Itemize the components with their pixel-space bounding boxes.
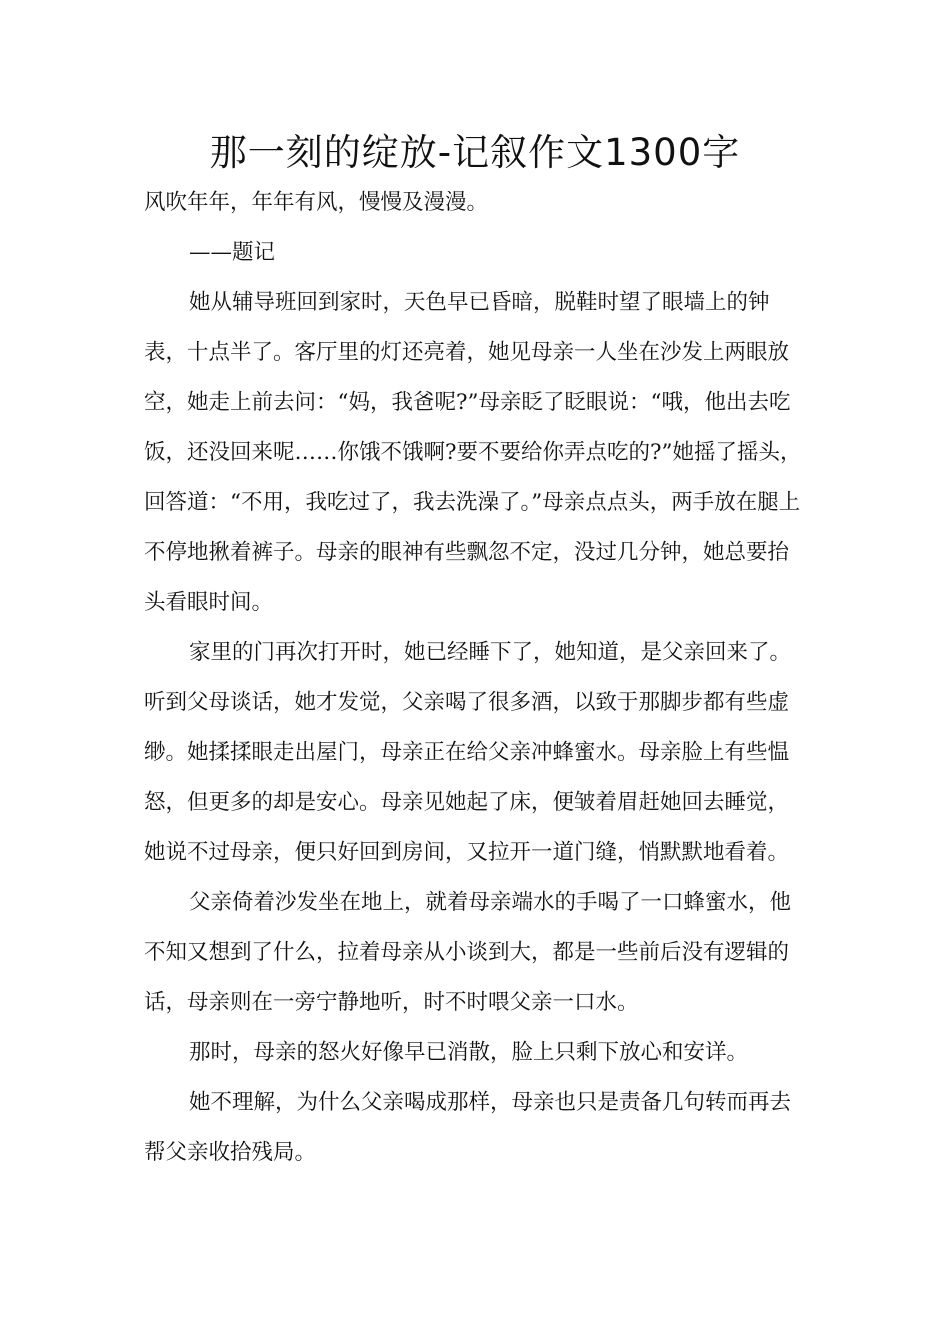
paragraph-2: 家里的门再次打开时，她已经睡下了，她知道，是父亲回来了。听到父母谈话，她才发觉，父亲喝了很多酒，以致于那脚步都有些虚缈。她揉揉眼走出屋门，母亲正在给父亲冲蜂蜜水。母亲脸上有些愠怒，但更多的却是安心。母亲见她起了床，便皱着眉赶她回去睡觉，她说不过母亲，便只好回到房间，又拉开一道门缝，悄默默地看着。 <box>144 640 792 865</box>
document-title: 那一刻的绽放-记叙作文1300字 <box>209 131 741 174</box>
document-body <box>144 178 808 1178</box>
paragraph-epigraph-note: ——题记 <box>189 240 276 265</box>
paragraph-1: 她从辅导班回到家时，天色早已昏暗，脱鞋时望了眼墙上的钟表，十点半了。客厅里的灯还亮着，她见母亲一人坐在沙发上两眼放空，她走上前去问：“妈，我爸呢?”母亲眨了眨眼说：“哦，他出去吃饭，还没回来呢……你饿不饿啊?要不要给你弄点吃的?”她摇了摇头，回答道：“不用，我吃过了，我去洗澡了。”母亲点点头，两手放在腿上不停地揪着裤子。母亲的眼神有些飘忽不定，没过几分钟，她总要抬头看眼时间。 <box>144 290 802 615</box>
paragraph-opening-line: 风吹年年，年年有风，慢慢及漫漫。 <box>144 190 489 215</box>
paragraph-3: 父亲倚着沙发坐在地上，就着母亲端水的手喝了一口蜂蜜水，他不知又想到了什么，拉着母亲从小谈到大，都是一些前后没有逻辑的话，母亲则在一旁宁静地听，时不时喂父亲一口水。 <box>144 890 792 1015</box>
paragraph-4: 那时，母亲的怒火好像早已消散，脸上只剩下放心和安详。 <box>189 1040 749 1065</box>
paragraph-5: 她不理解，为什么父亲喝成那样，母亲也只是责备几句转而再去帮父亲收拾残局。 <box>144 1090 792 1165</box>
